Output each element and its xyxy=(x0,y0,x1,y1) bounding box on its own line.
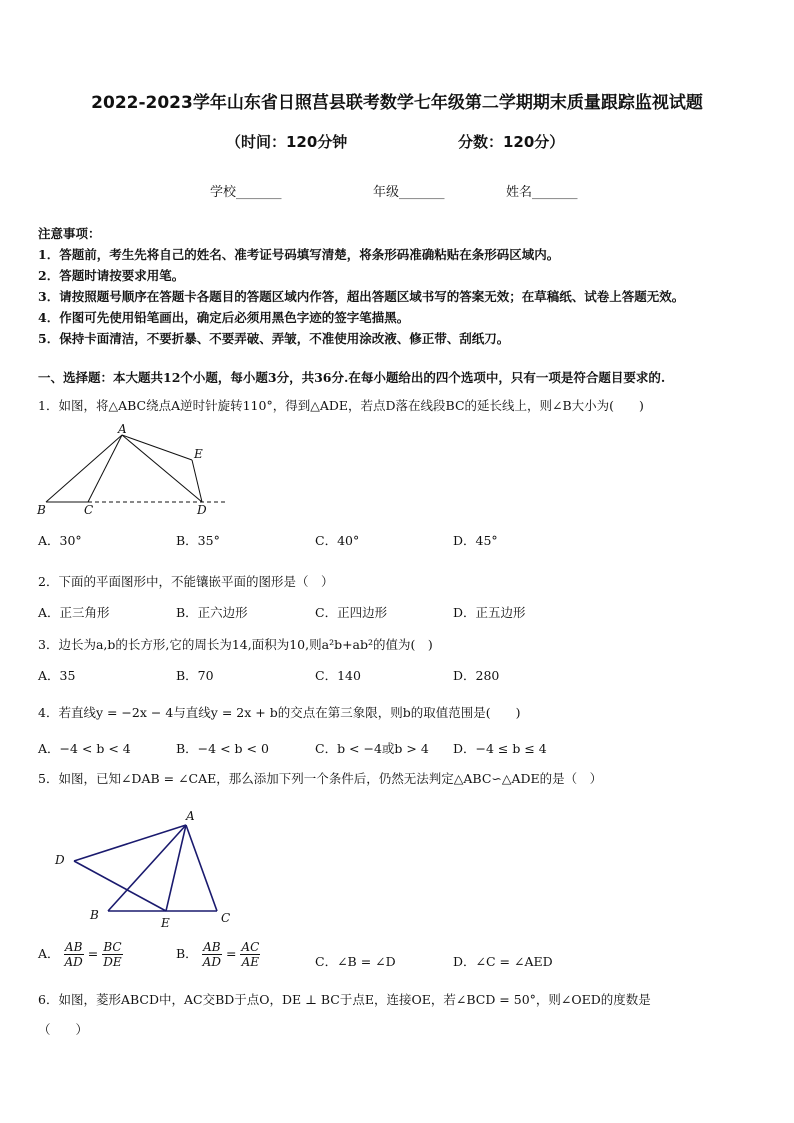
q1-option-a: A．30° xyxy=(38,533,82,548)
grade-field: 年级_______ xyxy=(373,185,445,200)
q1-option-b: B．35° xyxy=(176,533,220,548)
q2-option-b: B．正六边形 xyxy=(176,605,248,620)
name-field: 姓名_______ xyxy=(506,185,578,200)
question-5-figure xyxy=(50,806,250,932)
note-item: 5．保持卡面清洁，不要折暴、不要弄破、弄皱，不准使用涂改液、修正带、刮纸刀。 xyxy=(38,331,510,346)
question-4: 4．若直线y = −2x − 4与直线y = 2x + b的交点在第三象限，则b的取值范围是( ) xyxy=(38,705,521,720)
numerator: AB xyxy=(64,940,83,954)
label-c: C xyxy=(84,503,94,517)
q4-option-a: A．−4 < b < 4 xyxy=(38,741,131,756)
q3-option-b: B．70 xyxy=(176,668,214,683)
fraction-ab-ad xyxy=(202,940,222,969)
q4-option-b: B．−4 < b < 0 xyxy=(176,741,269,756)
fraction-ab-ad xyxy=(64,940,84,969)
exam-title: 2022-2023学年山东省日照莒县联考数学七年级第二学期期末质量跟踪监视试题 xyxy=(91,93,703,113)
equals-sign: = xyxy=(87,946,99,961)
q5-option-c: C．∠B = ∠D xyxy=(315,954,396,969)
note-item: 3．请按照题号顺序在答题卡各题目的答题区域内作答，超出答题区域书写的答案无效；在草稿纸、试卷上答题无效。 xyxy=(38,289,685,304)
question-2: 2．下面的平面图形中，不能镶嵌平面的图形是（ ） xyxy=(38,574,334,589)
q3-option-d: D．280 xyxy=(453,668,500,683)
label-a: A xyxy=(118,422,127,436)
fraction-bc-de xyxy=(102,940,122,969)
q1-option-c: C．40° xyxy=(315,533,360,548)
note-item: 1．答题前，考生先将自己的姓名、准考证号码填写清楚，将条形码准确粘贴在条形码区域内。 xyxy=(38,247,560,262)
q5-option-d: D．∠C = ∠AED xyxy=(453,954,553,969)
q4-option-d: D．−4 ≤ b ≤ 4 xyxy=(453,741,547,756)
q3-option-c: C．140 xyxy=(315,668,361,683)
note-item: 2．答题时请按要求用笔。 xyxy=(38,268,185,283)
label-c: C xyxy=(221,911,231,925)
denominator: AD xyxy=(64,955,83,969)
label-e: E xyxy=(194,447,203,461)
denominator: DE xyxy=(103,955,122,969)
label-d: D xyxy=(197,503,207,517)
section-heading: 一、选择题：本大题共12个小题，每小题3分，共36分.在每小题给出的四个选项中，只有一项是符合题目要求的. xyxy=(38,370,666,385)
question-5: 5．如图，已知∠DAB = ∠CAE，那么添加下列一个条件后，仍然无法判定△ABC∽△ADE的是（ ） xyxy=(38,771,603,786)
q2-option-d: D．正五边形 xyxy=(453,605,526,620)
label-a: A xyxy=(186,809,195,823)
question-6: 6．如图，菱形ABCD中，AC交BD于点O，DE ⊥ BC于点E，连接OE，若∠BCD = 50°，则∠OED的度数是 xyxy=(38,992,651,1007)
label-b: B xyxy=(37,503,46,517)
q5-option-b xyxy=(176,940,260,969)
numerator: BC xyxy=(103,940,122,954)
time-label: （时间：120分钟 xyxy=(226,133,348,151)
q2-option-a: A．正三角形 xyxy=(38,605,110,620)
fraction-ac-ae xyxy=(240,940,260,969)
numerator: AC xyxy=(241,940,260,954)
denominator: AE xyxy=(241,955,260,969)
label-e: E xyxy=(161,916,170,930)
q3-option-a: A．35 xyxy=(38,668,76,683)
label-b: B xyxy=(90,908,99,922)
school-field: 学校_______ xyxy=(210,185,282,200)
equals-sign: = xyxy=(225,946,237,961)
question-1-figure xyxy=(34,422,234,518)
score-label: 分数：120分） xyxy=(458,133,565,151)
q5-option-a-prefix: A． xyxy=(38,946,60,961)
q4-option-c: C．b < −4或b > 4 xyxy=(315,741,429,756)
q5-option-a xyxy=(38,940,123,969)
q5-option-b-prefix: B． xyxy=(176,946,198,961)
numerator: AB xyxy=(203,940,221,954)
denominator: AD xyxy=(202,955,221,969)
notes-title: 注意事项： xyxy=(38,226,101,241)
q1-option-d: D．45° xyxy=(453,533,498,548)
note-item: 4．作图可先使用铅笔画出，确定后必须用黑色字迹的签字笔描黑。 xyxy=(38,310,410,325)
label-d: D xyxy=(55,853,65,867)
question-1: 1．如图，将△ABC绕点A逆时针旋转110°，得到△ADE，若点D落在线段BC的延长线上，则∠B大小为( ) xyxy=(38,398,644,413)
q2-option-c: C．正四边形 xyxy=(315,605,388,620)
question-6-answer-blank: （ ） xyxy=(38,1022,89,1037)
question-3: 3．边长为a,b的长方形,它的周长为14,面积为10,则a²b+ab²的值为( ) xyxy=(38,637,433,652)
